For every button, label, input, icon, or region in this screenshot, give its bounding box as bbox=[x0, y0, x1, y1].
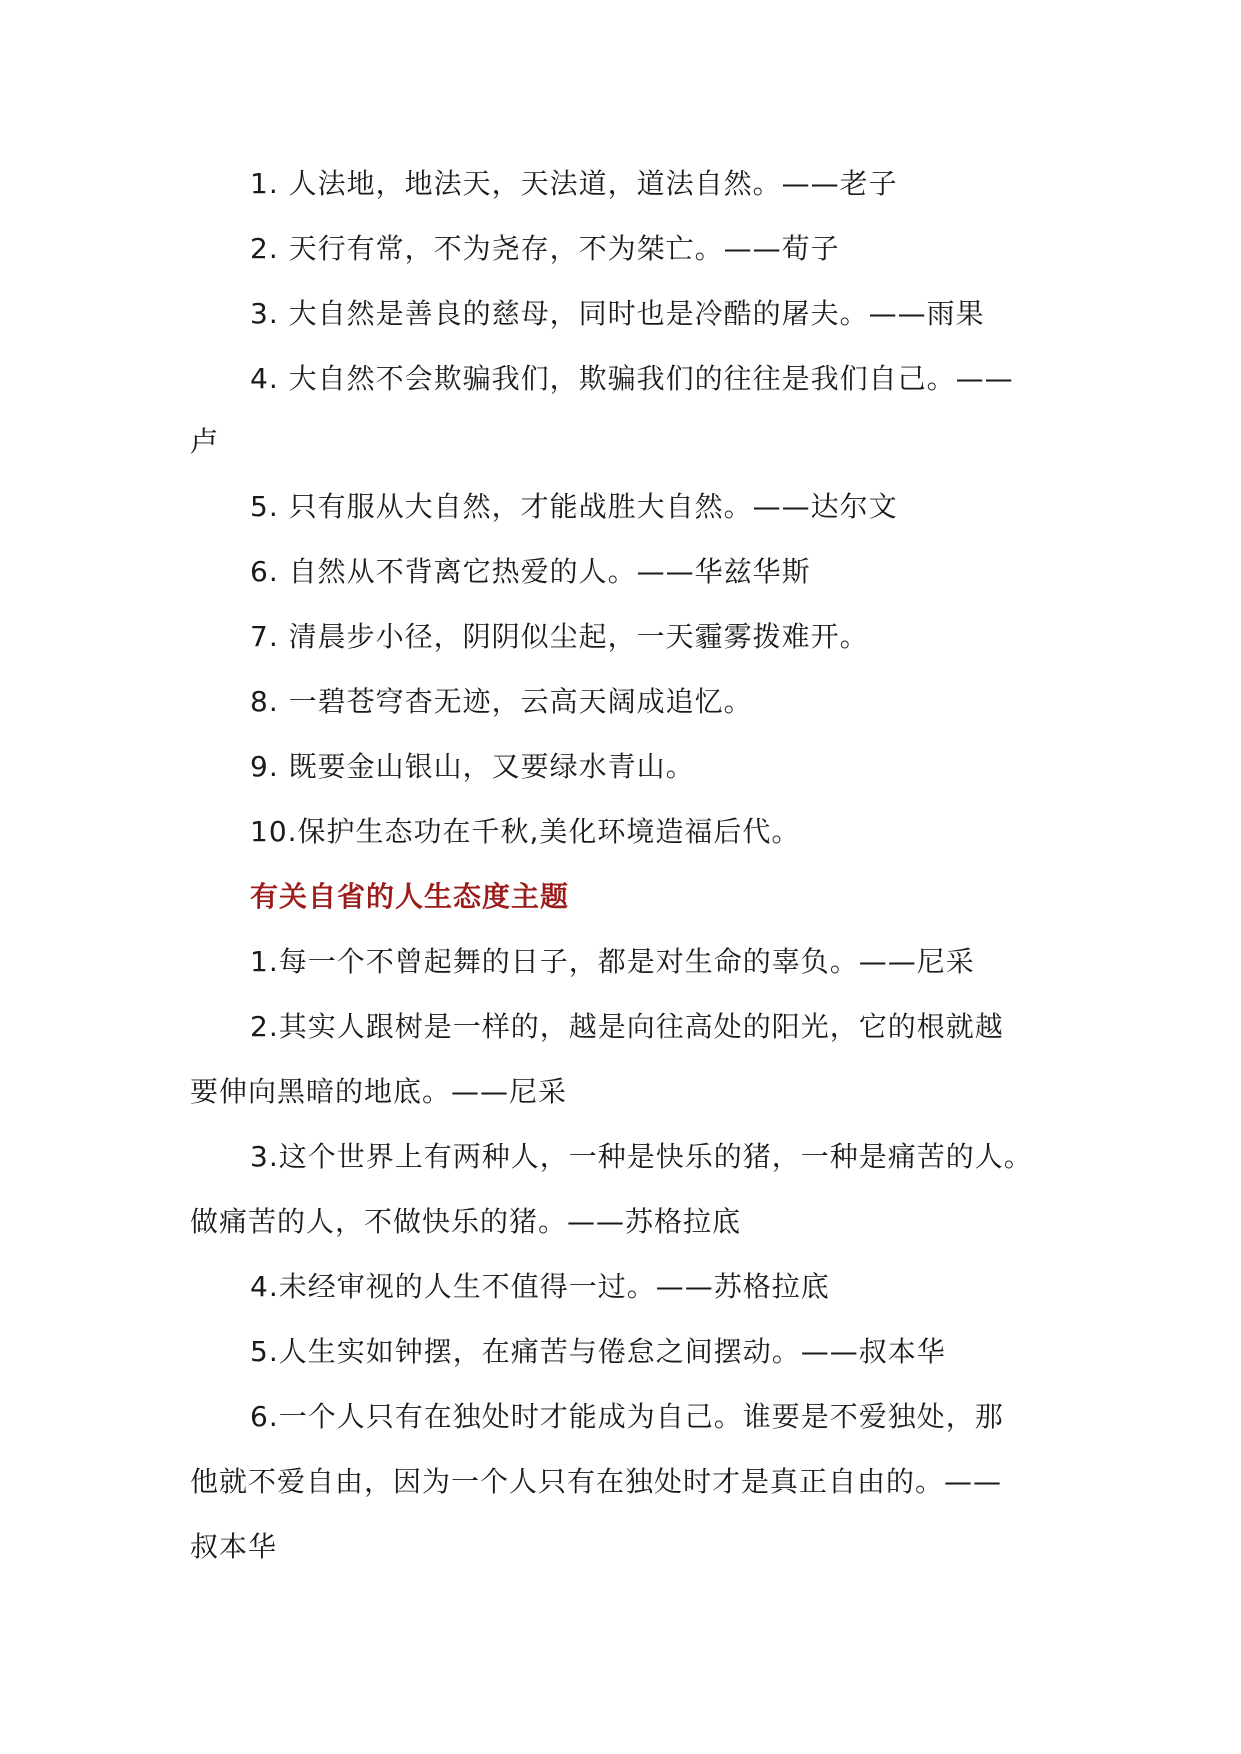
quote-line: 6. 自然从不背离它热爱的人。——华兹华斯 bbox=[250, 555, 811, 588]
quote-line: 3. 大自然是善良的慈母，同时也是冷酷的屠夫。——雨果 bbox=[250, 297, 985, 330]
quote-line: 5.人生实如钟摆，在痛苦与倦怠之间摆动。——叔本华 bbox=[250, 1335, 946, 1368]
quote-line-continuation: 他就不爱自由，因为一个人只有在独处时才是真正自由的。—— bbox=[190, 1465, 1003, 1498]
quote-line-continuation: 要伸向黑暗的地底。——尼采 bbox=[190, 1075, 568, 1108]
quote-line-continuation: 卢 bbox=[190, 425, 220, 458]
quote-line: 7. 清晨步小径，阴阴似尘起，一天霾雾拨难开。 bbox=[250, 620, 869, 653]
quote-line: 9. 既要金山银山，又要绿水青山。 bbox=[250, 750, 695, 783]
section-heading: 有关自省的人生态度主题 bbox=[250, 880, 570, 913]
quote-line: 1.每一个不曾起舞的日子，都是对生命的辜负。——尼采 bbox=[250, 945, 975, 978]
quote-line: 1. 人法地，地法天，天法道，道法自然。——老子 bbox=[250, 167, 898, 200]
quote-line: 4. 大自然不会欺骗我们，欺骗我们的往往是我们自己。—— bbox=[250, 362, 1014, 395]
quote-line: 5. 只有服从大自然，才能战胜大自然。——达尔文 bbox=[250, 490, 898, 523]
quote-line: 2. 天行有常，不为尧存，不为桀亡。——荀子 bbox=[250, 232, 840, 265]
quote-line-continuation: 叔本华 bbox=[190, 1530, 278, 1563]
quote-line: 10.保护生态功在千秋,美化环境造福后代。 bbox=[250, 815, 801, 848]
quote-line: 2.其实人跟树是一样的，越是向往高处的阳光，它的根就越 bbox=[250, 1010, 1004, 1043]
quote-line: 3.这个世界上有两种人，一种是快乐的猪，一种是痛苦的人。 bbox=[250, 1140, 1033, 1173]
quote-line: 4.未经审视的人生不值得一过。——苏格拉底 bbox=[250, 1270, 830, 1303]
quote-line: 8. 一碧苍穹杳无迹，云高天阔成追忆。 bbox=[250, 685, 753, 718]
quote-line-continuation: 做痛苦的人，不做快乐的猪。——苏格拉底 bbox=[190, 1205, 742, 1238]
quote-line: 6.一个人只有在独处时才能成为自己。谁要是不爱独处，那 bbox=[250, 1400, 1004, 1433]
